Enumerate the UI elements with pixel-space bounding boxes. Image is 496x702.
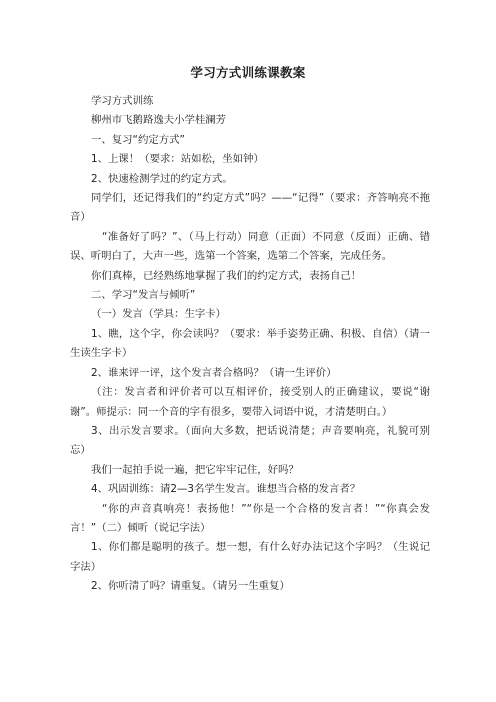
paragraph-author: 柳州市飞鹅路逸夫小学桂澜芳 xyxy=(91,114,227,127)
paragraph: 1、你们都是聪明的孩子。想一想，有什么好办法记这个字吗？（生说记字法） xyxy=(70,541,430,573)
paragraph: 3、出示发言要求。（面向大多数，把话说清楚；声音要响亮，礼貌可别忘） xyxy=(70,424,430,457)
paragraph: 我们一起拍手说一遍，把它牢牢记住，好吗？ xyxy=(91,463,299,476)
paragraph: 你们真棒，已经熟练地掌握了我们的约定方式，表扬自己！ xyxy=(91,269,362,282)
paragraph: “准备好了吗？”、（马上行动）同意（正面）不同意（反面）正确、错误、听明白了，大声一些，选第一个答案，选第二个答案，完成任务。 xyxy=(70,230,430,263)
document-body xyxy=(70,92,430,597)
paragraph: 1、瞧，这个字，你会读吗？（要求：举手姿势正确、积极、自信）（请一生读生字卡） xyxy=(70,327,430,360)
paragraph: （注：发言者和评价者可以互相评价，接受别人的正确建议，要说“谢谢”。师提示：同一个音的字有很多，要带入词语中说，才清楚明白。） xyxy=(70,386,430,418)
paragraph-subtitle: 学习方式训练 xyxy=(91,95,154,107)
document-title: 学习方式训练课教案 xyxy=(190,65,306,80)
paragraph: “你的声音真响亮！表扬他！”“你是一个合格的发言者！”“你真会发言！”（二）倾听（说记字法） xyxy=(70,502,430,534)
subsection-heading-speaking: （一）发言（学具：生字卡） xyxy=(91,308,227,321)
section-heading-speaking-listening: 二、学习“发言与倾听” xyxy=(91,289,196,302)
section-heading-review: 一、复习“约定方式” xyxy=(91,133,185,146)
paragraph: 2、你听清了吗？请重复。（请另一生重复） xyxy=(91,580,290,593)
paragraph: 4、巩固训练：请2—3名学生发言。谁想当合格的发言者？ xyxy=(91,483,361,496)
paragraph: 2、快速检测学过的约定方式。 xyxy=(91,172,233,185)
paragraph: 1、上课！（要求：站如松，坐如钟） xyxy=(91,153,264,166)
paragraph: 2、谁来评一评，这个发言者合格吗？（请一生评价） xyxy=(91,366,337,379)
paragraph: 同学们，还记得我们的“约定方式”吗？——“记得”（要求：齐答响亮不拖音） xyxy=(70,192,430,224)
